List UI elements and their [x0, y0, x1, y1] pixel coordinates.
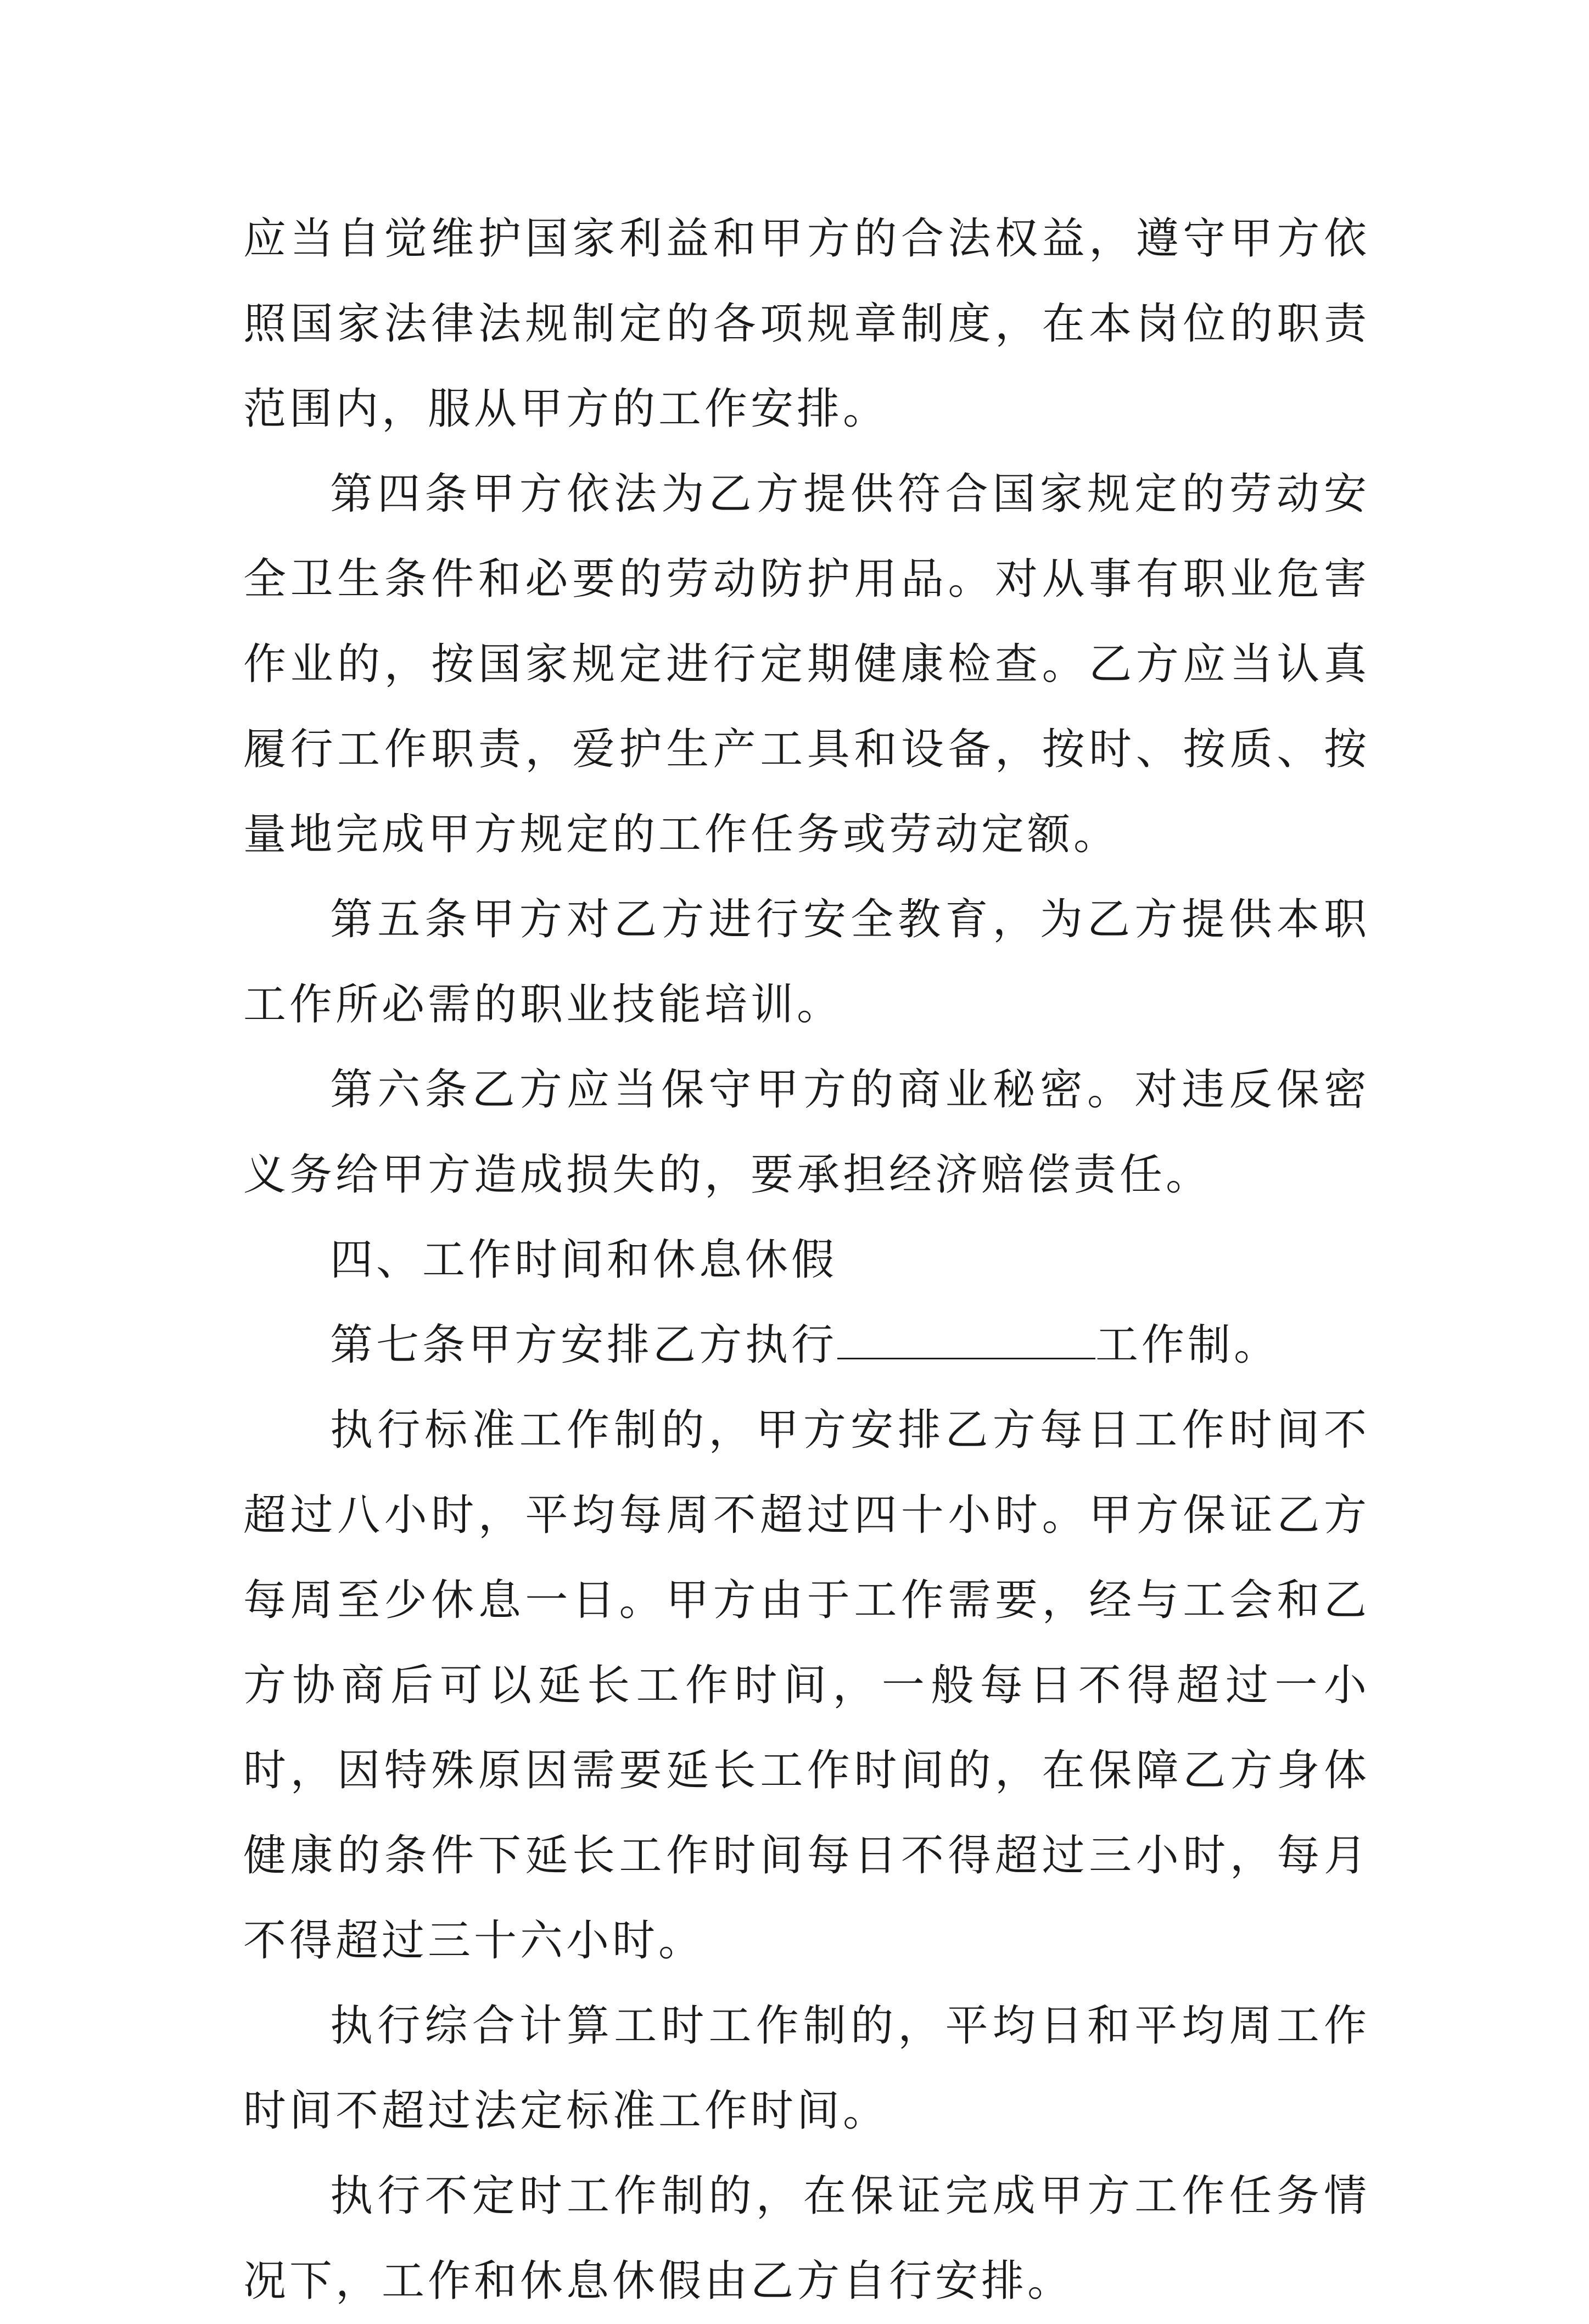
paragraph-flexible-hours: 执行不定时工作制的，在保证完成甲方工作任务情况下，工作和休息休假由乙方自行安排。	[243, 2171, 1370, 2306]
article-7-text-before: 第七条甲方安排乙方执行	[330, 1320, 838, 1370]
paragraph-article-5: 第五条甲方对乙方进行安全教育，为乙方提供本职工作所必需的职业技能培训。	[243, 895, 1370, 1029]
paragraph-article-7	[243, 1303, 1370, 1388]
document-body	[243, 197, 1370, 2324]
article-7-text-after: 工作制。	[1095, 1320, 1280, 1370]
paragraph-article-6: 第六条乙方应当保守甲方的商业秘密。对违反保密义务给甲方造成损失的，要承担经济赔偿责任。	[243, 1065, 1370, 1200]
paragraph-standard-hours: 执行标准工作制的，甲方安排乙方每日工作时间不超过八小时，平均每周不超过四十小时。甲方保证乙方每周至少休息一日。甲方由于工作需要，经与工会和乙方协商后可以延长工作时间，一般每日不得超过一小时，因特殊原因需要延长工作时间的，在保障乙方身体健康的条件下延长工作时间每日不得超过三小时，每月不得超过三十六小时。	[243, 1405, 1370, 1965]
paragraph-comprehensive-hours: 执行综合计算工时工作制的，平均日和平均周工作时间不超过法定标准工作时间。	[243, 2001, 1370, 2136]
section-heading-working-hours: 四、工作时间和休息休假	[330, 1235, 838, 1285]
paragraph-continuation: 应当自觉维护国家利益和甲方的合法权益，遵守甲方依照国家法律法规制定的各项规章制度，在本岗位的职责范围内，服从甲方的工作安排。	[243, 214, 1370, 434]
paragraph-article-4: 第四条甲方依法为乙方提供符合国家规定的劳动安全卫生条件和必要的劳动防护用品。对从事有职业危害作业的，按国家规定进行定期健康检查。乙方应当认真履行工作职责，爱护生产工具和设备，按时、按质、按量地完成甲方规定的工作任务或劳动定额。	[243, 469, 1370, 859]
fill-in-blank	[837, 1325, 1095, 1359]
